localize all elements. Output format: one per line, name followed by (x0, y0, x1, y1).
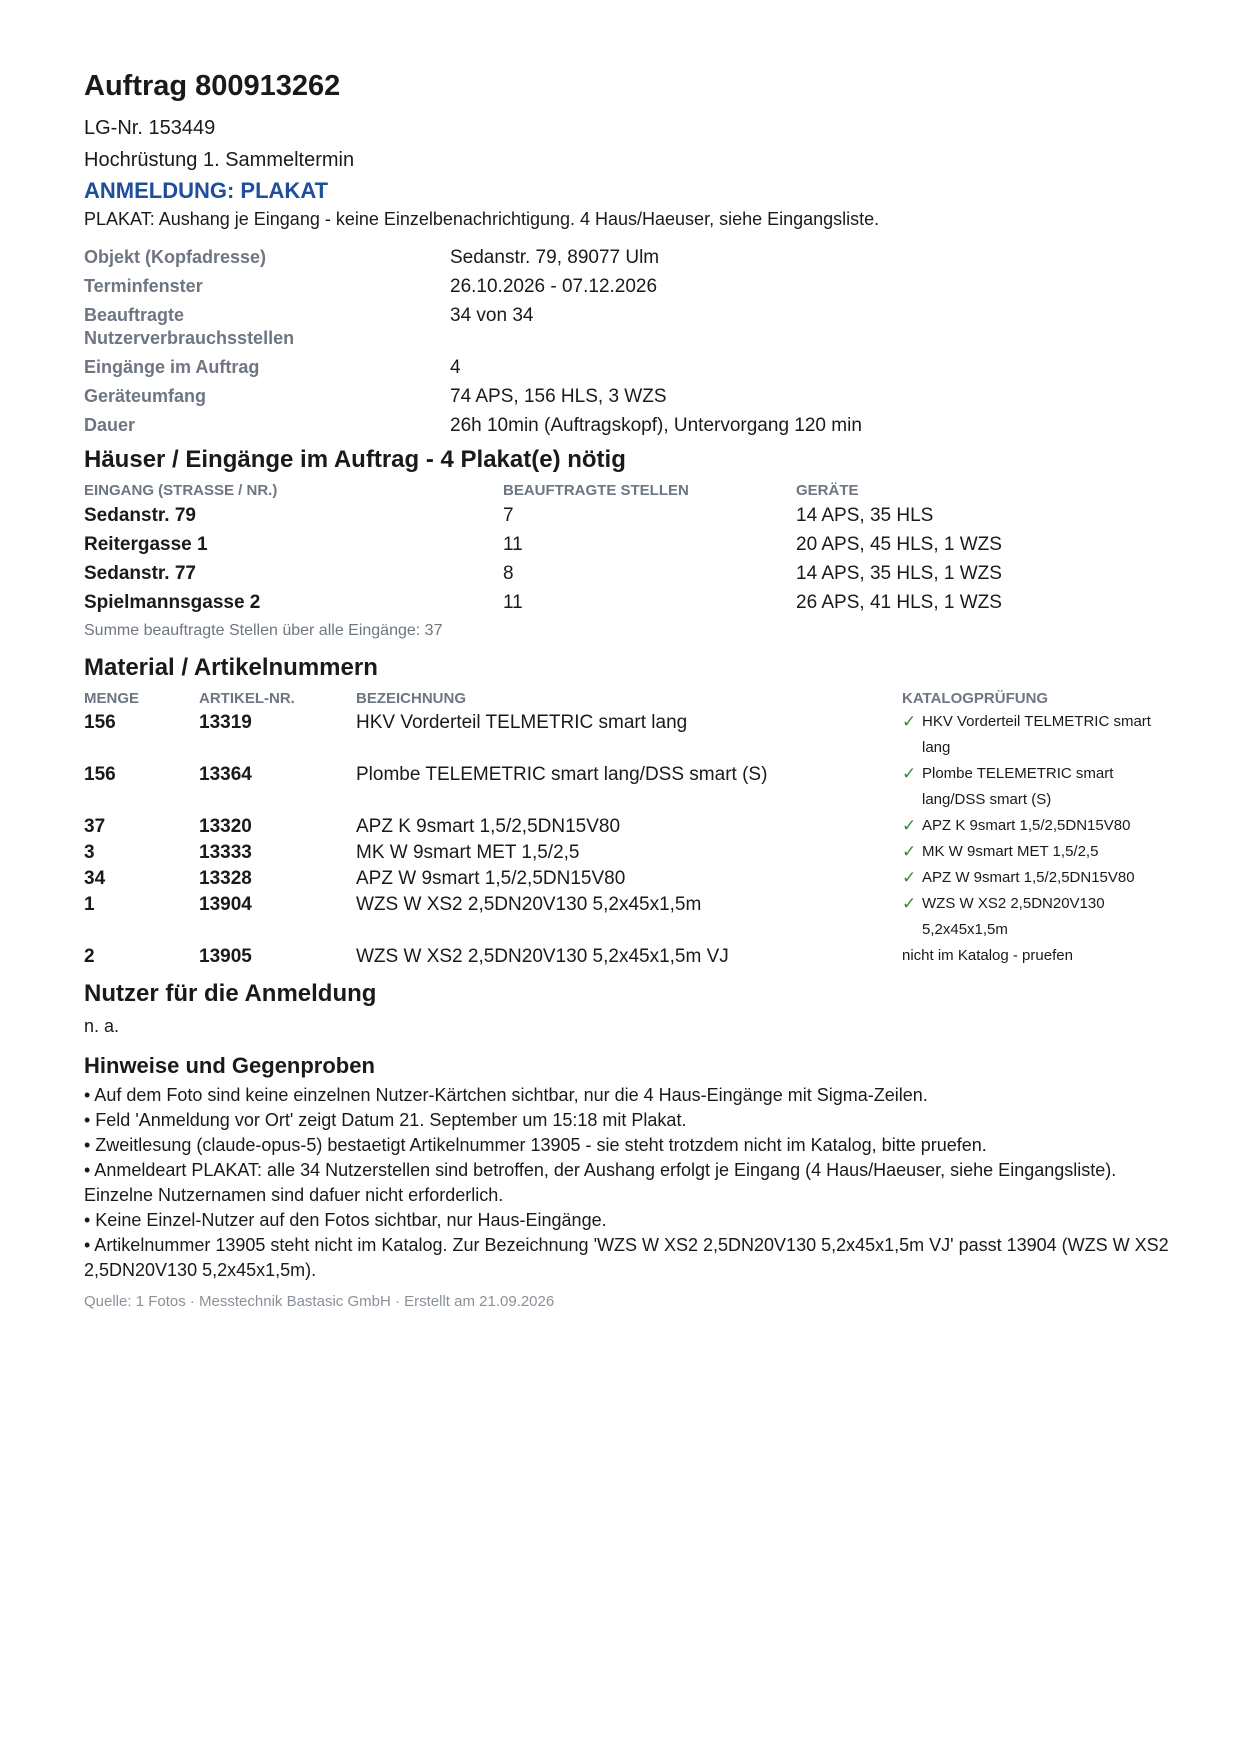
material-artikel: 13364 (199, 764, 252, 785)
material-menge: 37 (84, 816, 106, 837)
table-row (84, 865, 1174, 891)
meta-label: Dauer (84, 415, 136, 435)
house-stellen: 11 (503, 592, 523, 613)
table-row (84, 559, 1174, 588)
material-menge: 156 (84, 712, 116, 733)
houses-header-row (84, 481, 1174, 501)
checkmark-icon: ✓ (902, 712, 917, 731)
meta-row (84, 246, 1174, 269)
table-row (84, 839, 1174, 865)
material-bezeichnung: Plombe TELEMETRIC smart lang/DSS smart (S) (356, 764, 768, 785)
nutzer-heading: Nutzer für die Anmeldung (84, 980, 377, 1007)
meta-row (84, 385, 1174, 408)
meta-value: 4 (450, 357, 461, 378)
checkmark-icon: ✓ (902, 842, 917, 861)
katalog-text: WZS W XS2 2,5DN20V130 5,2x45x1,5m (922, 895, 1105, 938)
registration-type: ANMELDUNG: PLAKAT (84, 178, 329, 203)
table-row (84, 709, 1174, 761)
katalog-pruefung (902, 761, 1174, 813)
material-menge: 34 (84, 868, 106, 889)
col-header-bezeichnung: BEZEICHNUNG (356, 690, 467, 707)
material-artikel: 13904 (199, 894, 252, 915)
hinweis-item: • Feld 'Anmeldung vor Ort' zeigt Datum 21. September um 15:18 mit Plakat. (84, 1110, 687, 1130)
table-row (84, 891, 1174, 943)
meta-block (84, 246, 1174, 437)
meta-row (84, 414, 1174, 437)
nutzer-value: n. a. (84, 1016, 120, 1036)
houses-heading: Häuser / Eingänge im Auftrag - 4 Plakat(e) nötig (84, 446, 626, 473)
meta-label: Terminfenster (84, 276, 203, 296)
material-bezeichnung: APZ K 9smart 1,5/2,5DN15V80 (356, 816, 621, 837)
meta-value: 74 APS, 156 HLS, 3 WZS (450, 386, 667, 407)
hinweise-list (84, 1083, 1174, 1283)
katalog-text: APZ W 9smart 1,5/2,5DN15V80 (922, 869, 1135, 886)
hinweis-item: • Anmeldeart PLAKAT: alle 34 Nutzerstellen sind betroffen, der Aushang erfolgt je Eingang (4 Haus/Haeuser, siehe Eingangsliste). Einzelne Nutzernamen sind dafuer nicht erforderlich. (84, 1160, 1117, 1205)
katalog-text: MK W 9smart MET 1,5/2,5 (922, 843, 1099, 860)
meta-label: Geräteumfang (84, 386, 207, 406)
meta-value: 26.10.2026 - 07.12.2026 (450, 276, 658, 297)
material-menge: 2 (84, 946, 95, 967)
hinweis-item: • Keine Einzel-Nutzer auf den Fotos sichtbar, nur Haus-Eingänge. (84, 1210, 607, 1230)
meta-label: Objekt (Kopfadresse) (84, 247, 267, 267)
material-bezeichnung: HKV Vorderteil TELMETRIC smart lang (356, 712, 688, 733)
katalog-pruefung (902, 839, 1174, 865)
material-artikel: 13328 (199, 868, 252, 889)
table-row (84, 588, 1174, 617)
table-row (84, 813, 1174, 839)
material-table (84, 709, 1174, 969)
house-name: Sedanstr. 79 (84, 505, 196, 526)
katalog-text: Plombe TELEMETRIC smart lang/DSS smart (S) (922, 765, 1114, 808)
katalog-pruefung (902, 813, 1174, 839)
katalog-text: HKV Vorderteil TELMETRIC smart lang (922, 713, 1151, 756)
katalog-pruefung (902, 891, 1174, 943)
hinweis-item: • Artikelnummer 13905 steht nicht im Katalog. Zur Bezeichnung 'WZS W XS2 2,5DN20V130 5,2x45x1,5m VJ' passt 13904 (WZS W XS2 2,5DN20V130 5,2x45x1,5m). (84, 1235, 1169, 1280)
house-geraete: 14 APS, 35 HLS, 1 WZS (796, 563, 1002, 584)
col-header-eingang: EINGANG (STRASSE / NR.) (84, 482, 278, 499)
meta-value: 26h 10min (Auftragskopf), Untervorgang 120 min (450, 415, 862, 436)
source-footer: Quelle: 1 Fotos · Messtechnik Bastasic GmbH · Erstellt am 21.09.2026 (84, 1293, 555, 1310)
page-title: Auftrag 800913262 (84, 70, 341, 102)
house-stellen: 7 (503, 505, 514, 526)
material-artikel: 13905 (199, 946, 252, 967)
katalog-text: nicht im Katalog - pruefen (902, 947, 1073, 964)
col-header-artikel: ARTIKEL-NR. (199, 690, 295, 707)
col-header-geraete: GERÄTE (796, 482, 859, 499)
meta-row (84, 304, 1174, 350)
material-bezeichnung: WZS W XS2 2,5DN20V130 5,2x45x1,5m (356, 894, 702, 915)
house-geraete: 26 APS, 41 HLS, 1 WZS (796, 592, 1002, 613)
plakat-note: PLAKAT: Aushang je Eingang - keine Einzelbenachrichtigung. 4 Haus/Haeuser, siehe Eingangsliste. (84, 209, 880, 229)
meta-label: Eingänge im Auftrag (84, 357, 260, 377)
house-name: Reitergasse 1 (84, 534, 208, 555)
katalog-pruefung (902, 709, 1174, 761)
houses-sum-note: Summe beauftragte Stellen über alle Eingänge: 37 (84, 622, 443, 639)
material-artikel: 13320 (199, 816, 252, 837)
meta-value: Sedanstr. 79, 89077 Ulm (450, 247, 660, 268)
material-artikel: 13319 (199, 712, 252, 733)
houses-table (84, 501, 1174, 617)
material-bezeichnung: APZ W 9smart 1,5/2,5DN15V80 (356, 868, 626, 889)
checkmark-icon: ✓ (902, 894, 917, 913)
hinweis-item: • Auf dem Foto sind keine einzelnen Nutzer-Kärtchen sichtbar, nur die 4 Haus-Eingänge mit Sigma-Zeilen. (84, 1085, 928, 1105)
hinweis-item: • Zweitlesung (claude-opus-5) bestaetigt Artikelnummer 13905 - sie steht trotzdem nicht im Katalog, bitte pruefen. (84, 1135, 987, 1155)
col-header-stellen: BEAUFTRAGTE STELLEN (503, 482, 689, 499)
col-header-katalog: KATALOGPRÜFUNG (902, 690, 1049, 707)
checkmark-icon: ✓ (902, 868, 917, 887)
document-page (84, 66, 1174, 1313)
table-row (84, 530, 1174, 559)
material-heading: Material / Artikelnummern (84, 654, 378, 681)
katalog-pruefung (902, 943, 1174, 969)
house-name: Spielmannsgasse 2 (84, 592, 261, 613)
col-header-menge: MENGE (84, 690, 140, 707)
checkmark-icon: ✓ (902, 816, 917, 835)
material-menge: 3 (84, 842, 95, 863)
table-row (84, 501, 1174, 530)
table-row (84, 761, 1174, 813)
meta-value: 34 von 34 (450, 305, 534, 326)
house-geraete: 20 APS, 45 HLS, 1 WZS (796, 534, 1002, 555)
table-row (84, 943, 1174, 969)
katalog-pruefung (902, 865, 1174, 891)
appointment-type: Hochrüstung 1. Sammeltermin (84, 149, 355, 171)
material-header-row (84, 689, 1174, 709)
house-geraete: 14 APS, 35 HLS (796, 505, 934, 526)
katalog-text: APZ K 9smart 1,5/2,5DN15V80 (922, 817, 1131, 834)
meta-row (84, 356, 1174, 379)
material-artikel: 13333 (199, 842, 252, 863)
meta-label: Beauftragte Nutzerverbrauchsstellen (84, 305, 295, 348)
hinweise-heading: Hinweise und Gegenproben (84, 1053, 375, 1078)
house-stellen: 8 (503, 563, 514, 584)
meta-row (84, 275, 1174, 298)
house-name: Sedanstr. 77 (84, 563, 196, 584)
material-bezeichnung: WZS W XS2 2,5DN20V130 5,2x45x1,5m VJ (356, 946, 729, 967)
house-stellen: 11 (503, 534, 523, 555)
material-menge: 156 (84, 764, 116, 785)
lg-number: LG-Nr. 153449 (84, 117, 216, 139)
material-menge: 1 (84, 894, 95, 915)
material-bezeichnung: MK W 9smart MET 1,5/2,5 (356, 842, 580, 863)
checkmark-icon: ✓ (902, 764, 917, 783)
